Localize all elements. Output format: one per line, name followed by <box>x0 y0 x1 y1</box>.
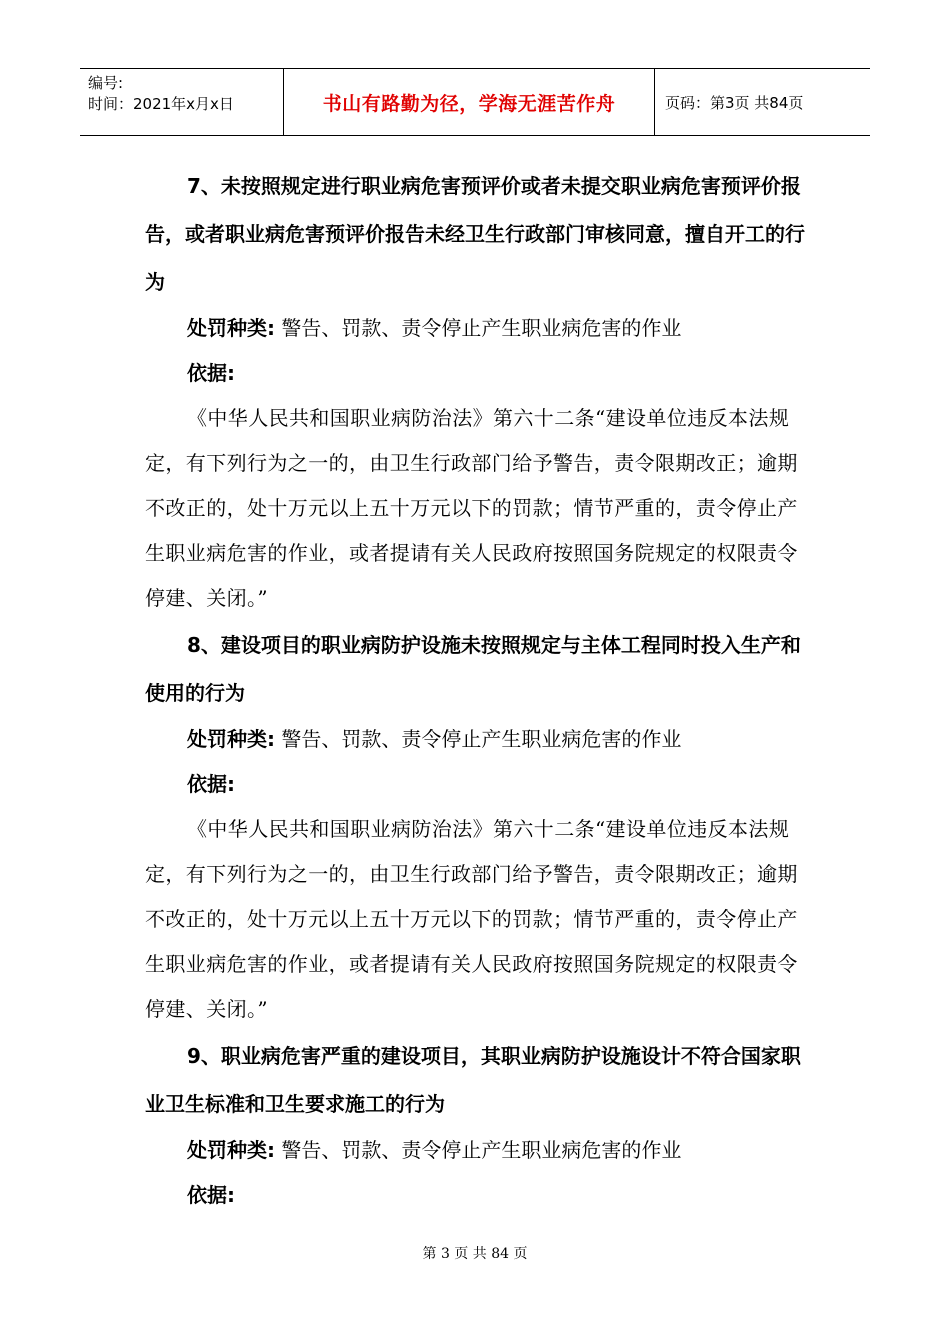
number-label: 编号: <box>88 74 124 92</box>
section-9 <box>145 1032 813 1218</box>
penalty-text: 警告、罚款、责令停止产生职业病危害的作业 <box>281 1138 682 1162</box>
date-label: 时间：2021年x月x日 <box>88 95 234 113</box>
basis-label: 依据: <box>187 772 235 796</box>
header-motto: 书山有路勤为径，学海无涯苦作舟 <box>283 69 655 135</box>
document-header <box>80 68 870 136</box>
basis-text: 《中华人民共和国职业病防治法》第六十二条“建设单位违反本法规定，有下列行为之一的，由卫生行政部门给予警告，责令限期改正；逾期不改正的，处十万元以上五十万元以下的罚款；情节严重的，责令停止产生职业病危害的作业，或者提请有关人民政府按照国务院规定的权限责令停建、关闭。” <box>145 817 798 1021</box>
section-heading: 7、未按照规定进行职业病危害预评价或者未提交职业病危害预评价报告，或者职业病危害预评价报告未经卫生行政部门审核同意，擅自开工的行为 <box>145 174 805 294</box>
basis-label: 依据: <box>187 1183 235 1207</box>
penalty-text: 警告、罚款、责令停止产生职业病危害的作业 <box>281 316 682 340</box>
penalty-text: 警告、罚款、责令停止产生职业病危害的作业 <box>281 727 682 751</box>
penalty-label: 处罚种类: <box>187 727 275 751</box>
page-footer: 第 3 页 共 84 页 <box>422 1246 528 1262</box>
penalty-line <box>145 306 813 351</box>
penalty-line <box>145 1128 813 1173</box>
section-7 <box>145 162 813 621</box>
basis-text: 《中华人民共和国职业病防治法》第六十二条“建设单位违反本法规定，有下列行为之一的，由卫生行政部门给予警告，责令限期改正；逾期不改正的，处十万元以上五十万元以下的罚款；情节严重的，责令停止产生职业病危害的作业，或者提请有关人民政府按照国务院规定的权限责令停建、关闭。” <box>145 406 798 610</box>
header-meta <box>80 69 283 135</box>
section-heading: 9、职业病危害严重的建设项目，其职业病防护设施设计不符合国家职业卫生标准和卫生要求施工的行为 <box>145 1044 801 1116</box>
section-heading: 8、建设项目的职业病防护设施未按照规定与主体工程同时投入生产和使用的行为 <box>145 633 801 705</box>
document-body <box>145 162 813 1218</box>
penalty-label: 处罚种类: <box>187 316 275 340</box>
penalty-label: 处罚种类: <box>187 1138 275 1162</box>
header-page-number: 页码：第3页 共84页 <box>665 93 804 112</box>
section-8 <box>145 621 813 1032</box>
basis-label: 依据: <box>187 361 235 385</box>
penalty-line <box>145 717 813 762</box>
